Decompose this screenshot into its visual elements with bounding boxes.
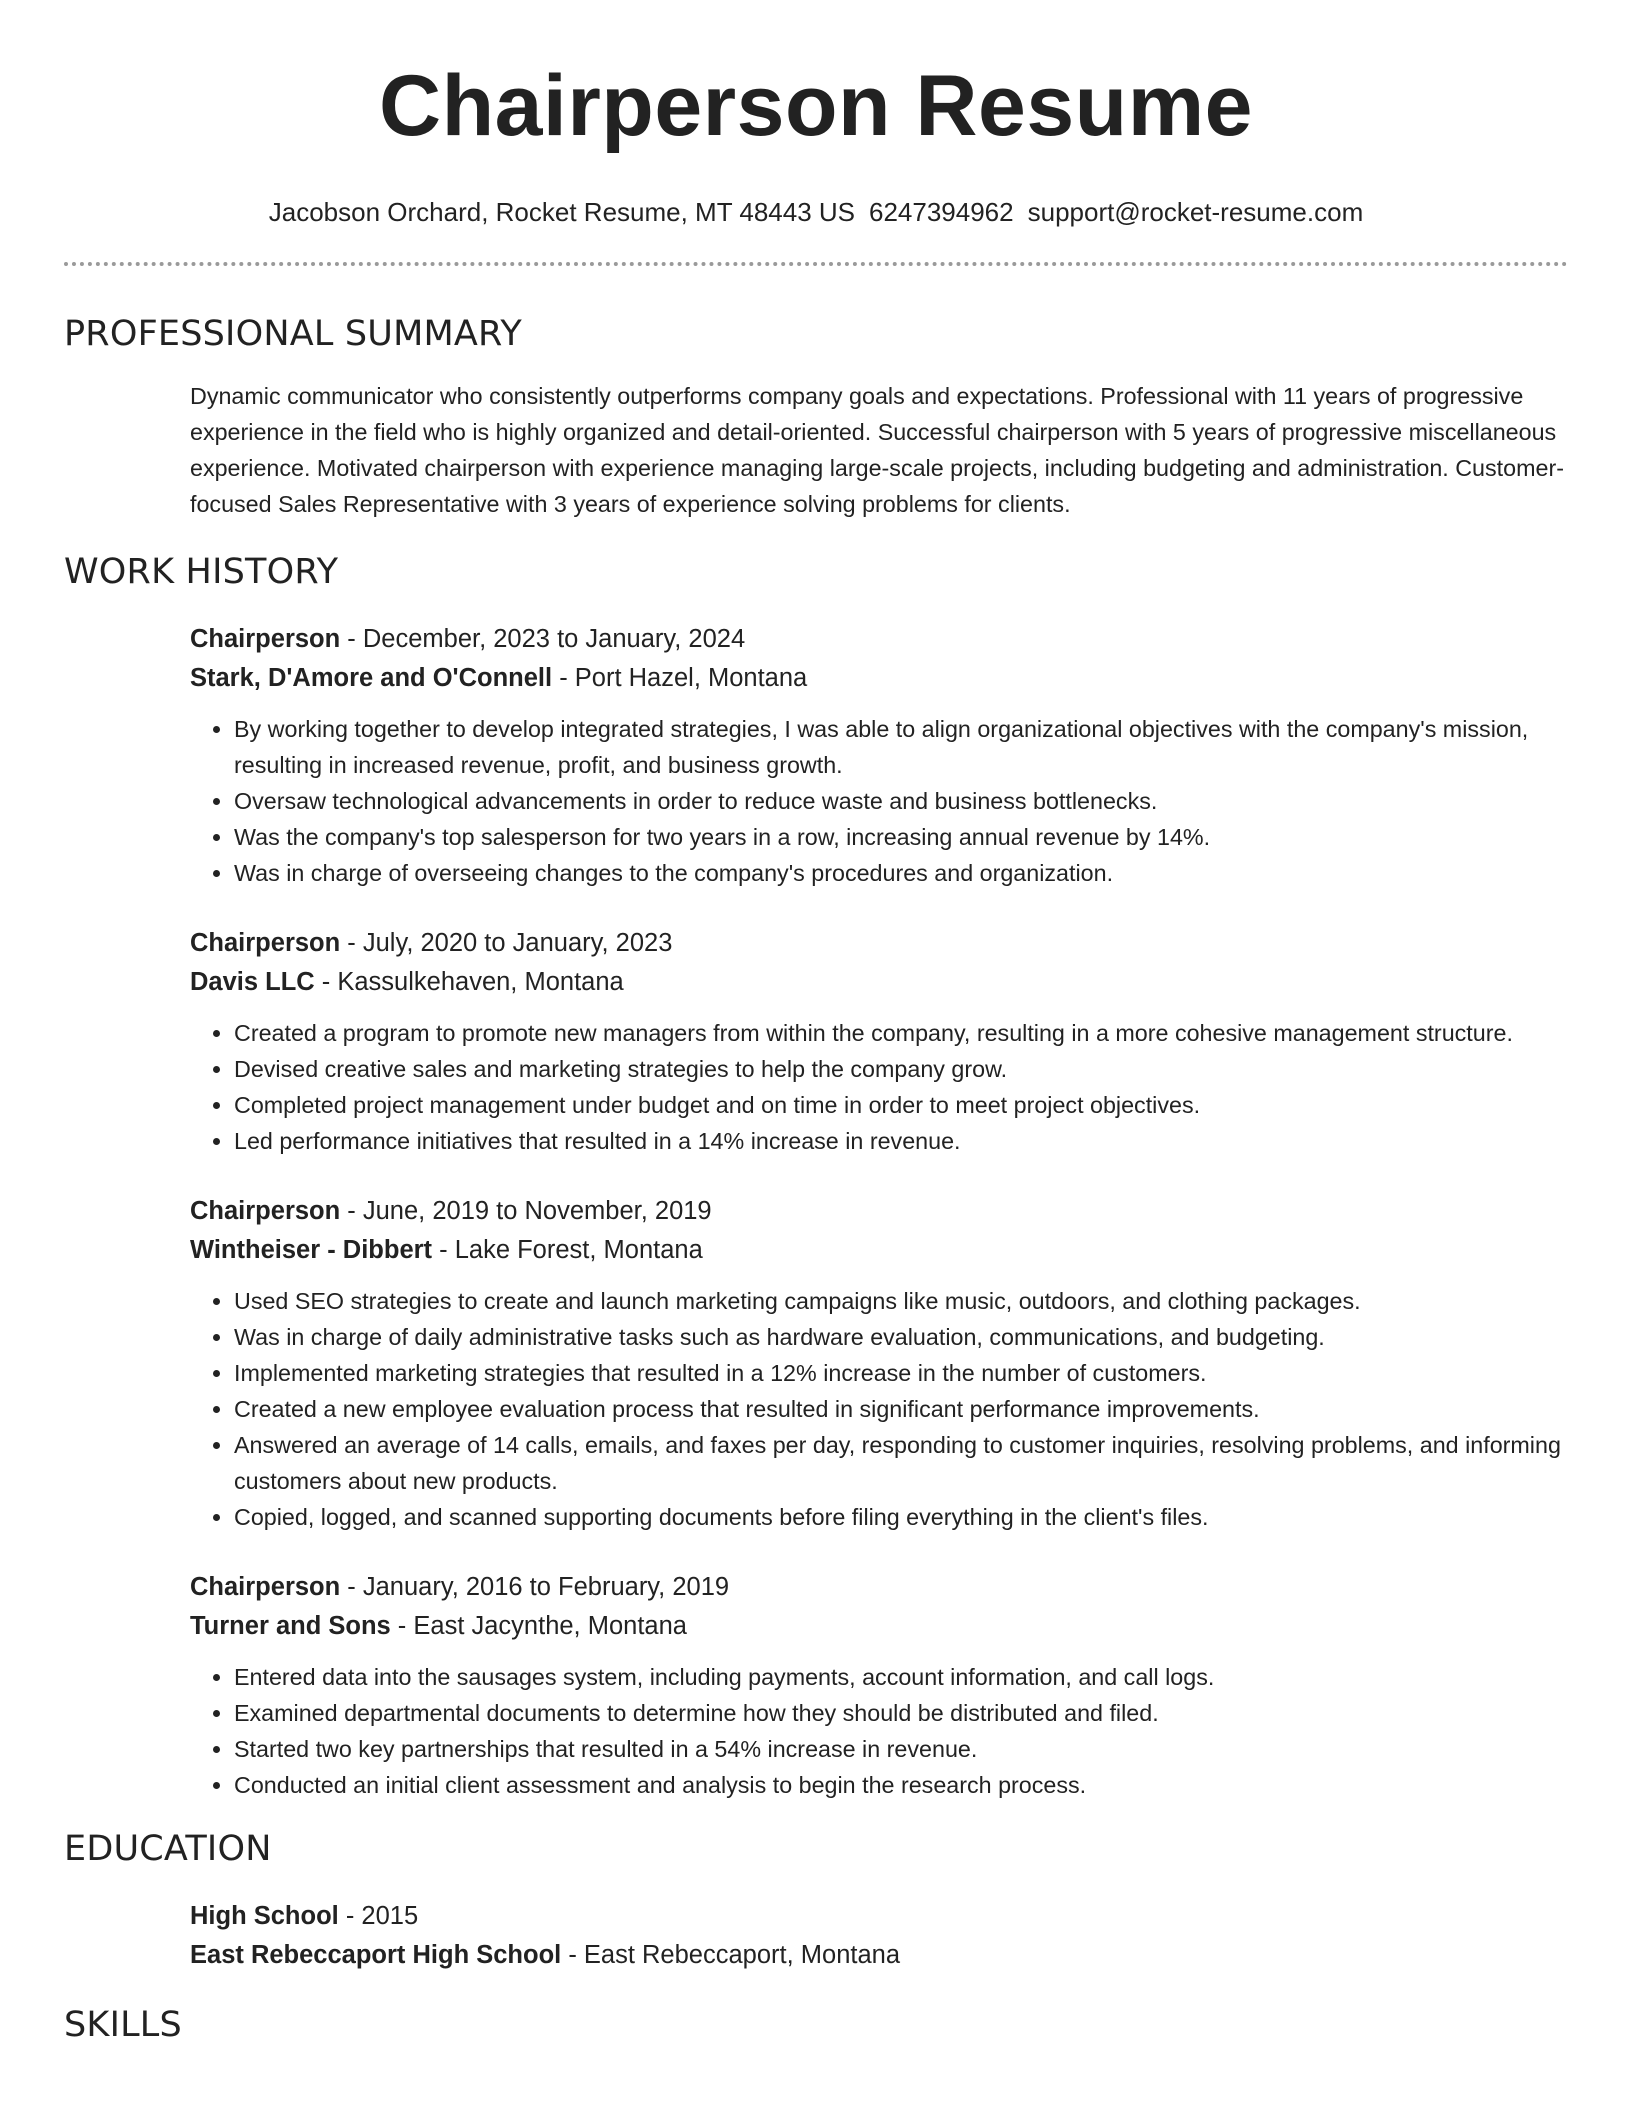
job-entry (190, 1568, 1568, 1803)
list-item: • Conducted an initial client assessment and analysis to begin the research process. (234, 1767, 1568, 1803)
page-title: Chairperson Resume (378, 58, 1254, 154)
list-item: • Used SEO strategies to create and launch marketing campaigns like music, outdoors, and clothing packages. (234, 1283, 1568, 1319)
job-role: Chairperson (190, 1573, 341, 1601)
contact-line (0, 196, 1632, 228)
education-year: - 2015 (338, 1902, 419, 1930)
summary-text: Dynamic communicator who consistently outperforms company goals and expectations. Professional with 11 years of progressive experience in the field who is highly organized and detail-oriented. Successful chairperson with 5 years of progressive miscellaneous experience. Motivated chairperson with experience managing large-scale projects, including budgeting and administration. Customer-focused Sales Representative with 3 years of experience solving problems for clients. (190, 383, 1564, 517)
list-item: • Completed project management under budget and on time in order to meet project objectives. (234, 1087, 1568, 1123)
list-item: • Started two key partnerships that resulted in a 54% increase in revenue. (234, 1731, 1568, 1767)
list-item: • Devised creative sales and marketing strategies to help the company grow. (234, 1051, 1568, 1087)
skills-heading: SKILLS (64, 2005, 182, 2045)
list-item: • Copied, logged, and scanned supporting documents before filing everything in the client's files. (234, 1499, 1568, 1535)
job-company-line (190, 659, 1568, 698)
work-history-section (0, 550, 1632, 1803)
job-role: Chairperson (190, 1197, 341, 1225)
education-degree-line (190, 1897, 1632, 1936)
job-company-line (190, 1607, 1568, 1646)
education-location: - East Rebeccaport, Montana (561, 1941, 901, 1969)
job-title-line (190, 620, 1568, 659)
job-role: Chairperson (190, 625, 341, 653)
list-item: • Entered data into the sausages system, including payments, account information, and call logs. (234, 1659, 1568, 1695)
job-dates: - June, 2019 to November, 2019 (340, 1197, 712, 1225)
summary-section (0, 312, 1632, 522)
skills-section (0, 2003, 1632, 2047)
list-item: • Created a new employee evaluation process that resulted in significant performance improvements. (234, 1391, 1568, 1427)
list-item: • Implemented marketing strategies that resulted in a 12% increase in the number of customers. (234, 1355, 1568, 1391)
job-company-line (190, 963, 1568, 1002)
job-bullets (190, 1283, 1568, 1535)
summary-heading: PROFESSIONAL SUMMARY (64, 314, 522, 354)
job-location: - Port Hazel, Montana (552, 664, 808, 692)
education-degree: High School (190, 1902, 339, 1930)
list-item: • Created a program to promote new managers from within the company, resulting in a more cohesive management structure. (234, 1015, 1568, 1051)
list-item: • Led performance initiatives that resulted in a 14% increase in revenue. (234, 1123, 1568, 1159)
job-company: Stark, D'Amore and O'Connell (190, 664, 553, 692)
list-item: • Examined departmental documents to determine how they should be distributed and filed. (234, 1695, 1568, 1731)
education-heading: EDUCATION (64, 1829, 272, 1869)
work-history-heading: WORK HISTORY (64, 552, 339, 592)
header-divider (64, 262, 1568, 266)
contact-email: support@rocket-resume.com (1027, 197, 1364, 227)
job-dates: - January, 2016 to February, 2019 (340, 1573, 730, 1601)
list-item: • Was in charge of overseeing changes to the company's procedures and organization. (234, 855, 1568, 891)
list-item: • Was the company's top salesperson for two years in a row, increasing annual revenue by 14%. (234, 819, 1568, 855)
job-entry (190, 1192, 1568, 1535)
education-school-line (190, 1936, 1632, 1975)
job-company: Davis LLC (190, 968, 315, 996)
education-school: East Rebeccaport High School (190, 1941, 562, 1969)
job-location: - Kassulkehaven, Montana (314, 968, 624, 996)
education-section (0, 1827, 1632, 1975)
job-company: Wintheiser - Dibbert (190, 1236, 433, 1264)
contact-phone: 6247394962 (869, 197, 1014, 227)
job-entry (190, 620, 1568, 891)
resume-header (0, 0, 1632, 228)
job-title-line (190, 1192, 1568, 1231)
job-entry (190, 924, 1568, 1159)
job-role: Chairperson (190, 929, 341, 957)
list-item: • Answered an average of 14 calls, emails, and faxes per day, responding to customer inquiries, resolving problems, and informing customers about new products. (234, 1427, 1568, 1499)
job-company: Turner and Sons (190, 1612, 391, 1640)
job-bullets (190, 1659, 1568, 1803)
job-bullets (190, 711, 1568, 891)
job-company-line (190, 1231, 1568, 1270)
list-item: • By working together to develop integrated strategies, I was able to align organizational objectives with the company's mission, resulting in increased revenue, profit, and business growth. (234, 711, 1568, 783)
job-dates: - July, 2020 to January, 2023 (340, 929, 673, 957)
job-location: - Lake Forest, Montana (432, 1236, 703, 1264)
job-title-line (190, 1568, 1568, 1607)
list-item: • Was in charge of daily administrative tasks such as hardware evaluation, communications, and budgeting. (234, 1319, 1568, 1355)
contact-address: Jacobson Orchard, Rocket Resume, MT 48443 US (268, 197, 855, 227)
job-location: - East Jacynthe, Montana (390, 1612, 687, 1640)
job-dates: - December, 2023 to January, 2024 (340, 625, 746, 653)
list-item: • Oversaw technological advancements in order to reduce waste and business bottlenecks. (234, 783, 1568, 819)
job-bullets (190, 1015, 1568, 1159)
education-entry (190, 1897, 1632, 1975)
job-title-line (190, 924, 1568, 963)
